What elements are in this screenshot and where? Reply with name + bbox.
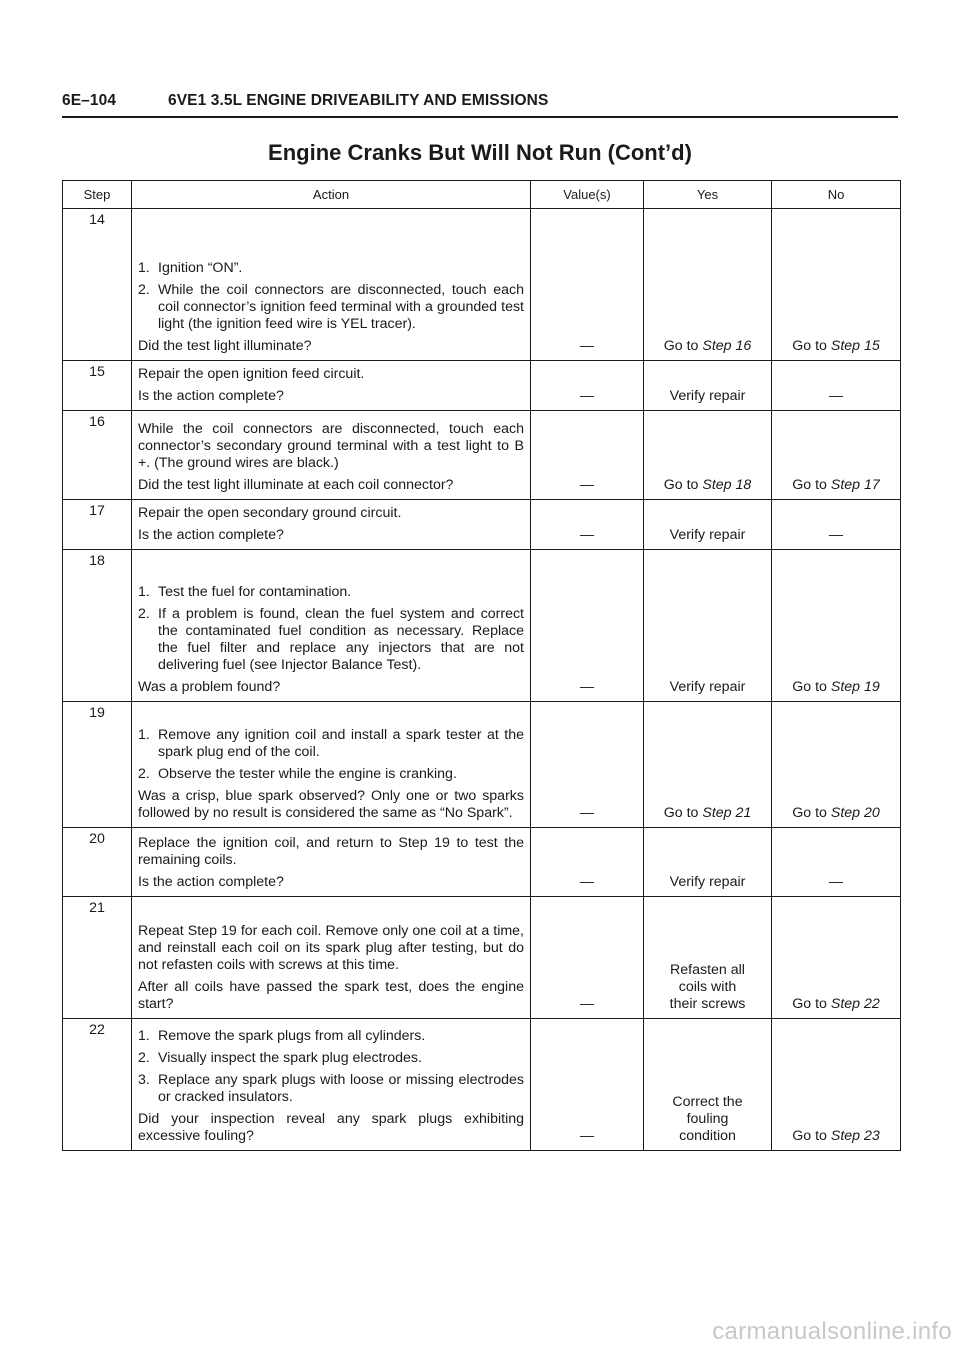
page-number: 6E–104: [62, 92, 117, 109]
table-row: [63, 897, 901, 1019]
action-cell: [132, 702, 531, 828]
diagnostic-table: [62, 180, 901, 1151]
value-cell: —: [531, 550, 644, 702]
action-numbered-item: 1. Test the fuel for contamination.: [138, 584, 352, 600]
column-header-values: Value(s): [531, 181, 644, 209]
yes-result-text: Verify repair: [669, 388, 746, 404]
yes-result: [644, 209, 772, 361]
yes-result-step-ref: Step 16: [702, 338, 752, 354]
column-header-action: Action: [132, 181, 531, 209]
yes-result: [644, 702, 772, 828]
action-numbered-item: 1. Remove the spark plugs from all cylinders.: [138, 1028, 426, 1044]
step-number: 21: [63, 897, 132, 1019]
step-number: 16: [63, 411, 132, 500]
no-result-text: —: [828, 874, 844, 890]
value-cell: —: [531, 361, 644, 411]
action-question: Is the action complete?: [138, 388, 284, 404]
action-cell: [132, 361, 531, 411]
step-number: 19: [63, 702, 132, 828]
yes-result-text: Correct the fouling condition: [672, 1094, 743, 1144]
action-paragraph: Repeat Step 19 for each coil. Remove only one coil at a time, and reinstall each coil on its spark plug after testing, but do not refasten coils with screws at this time.: [138, 923, 524, 973]
table-header-row: [63, 181, 901, 209]
column-header-yes: Yes: [644, 181, 772, 209]
no-result: [772, 702, 901, 828]
yes-result-text: Verify repair: [669, 679, 746, 695]
action-paragraph: Repair the open ignition feed circuit.: [138, 366, 365, 382]
no-result-text: Go to: [792, 338, 831, 354]
column-header-step: Step: [63, 181, 132, 209]
no-result-step-ref: Step 17: [830, 477, 880, 493]
no-result-step-ref: Step 15: [830, 338, 880, 354]
table-row: [63, 550, 901, 702]
no-result: [772, 828, 901, 897]
table-row: [63, 500, 901, 550]
action-cell: [132, 209, 531, 361]
yes-result-step-ref: Step 18: [702, 477, 752, 493]
action-numbered-item: 1. Ignition “ON”.: [138, 260, 243, 276]
action-question: Did the test light illuminate?: [138, 338, 312, 354]
action-question: Did your inspection reveal any spark plugs exhibiting excessive fouling?: [138, 1111, 524, 1144]
no-result-text: Go to: [792, 1128, 831, 1144]
action-question: Did the test light illuminate at each coil connector?: [138, 477, 454, 493]
yes-result-step-ref: Step 21: [702, 805, 752, 821]
step-number: 17: [63, 500, 132, 550]
no-result: [772, 1019, 901, 1151]
yes-result-text: Refasten all coils with their screws: [669, 962, 746, 1012]
no-result-text: —: [828, 388, 844, 404]
action-cell: [132, 550, 531, 702]
watermark: carmanualsonline.info: [712, 1318, 952, 1345]
value-cell: —: [531, 897, 644, 1019]
no-result: [772, 897, 901, 1019]
action-paragraph: Repair the open secondary ground circuit.: [138, 505, 402, 521]
action-numbered-item: 3. Replace any spark plugs with loose or missing electrodes or cracked insulators.: [138, 1072, 524, 1105]
value-cell: —: [531, 411, 644, 500]
action-cell: [132, 828, 531, 897]
no-result-step-ref: Step 20: [830, 805, 880, 821]
yes-result-text: Go to: [663, 805, 703, 821]
action-question: After all coils have passed the spark test, does the engine start?: [138, 979, 524, 1012]
table-row: [63, 209, 901, 361]
no-result-text: —: [828, 527, 844, 543]
value-cell: —: [531, 702, 644, 828]
action-question: Was a crisp, blue spark observed? Only one or two sparks followed by no result is considered the same as “No Spark”.: [138, 788, 524, 821]
header-divider: [62, 116, 898, 118]
yes-result: [644, 361, 772, 411]
step-number: 15: [63, 361, 132, 411]
no-result-step-ref: Step 19: [830, 679, 880, 695]
no-result: [772, 500, 901, 550]
yes-result-text: Verify repair: [669, 874, 746, 890]
no-result-text: Go to: [792, 679, 831, 695]
yes-result: [644, 550, 772, 702]
value-cell: —: [531, 828, 644, 897]
yes-result: [644, 897, 772, 1019]
action-question: Was a problem found?: [138, 679, 281, 695]
action-numbered-item: 2. While the coil connectors are disconnected, touch each coil connector’s ignition feed terminal with a grounded test light (the ignition feed wire is YEL tracer).: [138, 282, 524, 332]
no-result: [772, 209, 901, 361]
action-cell: [132, 1019, 531, 1151]
yes-result-text: Go to: [663, 477, 703, 493]
yes-result-text: Verify repair: [669, 527, 746, 543]
no-result-text: Go to: [792, 805, 831, 821]
value-cell: —: [531, 1019, 644, 1151]
table-row: [63, 702, 901, 828]
action-numbered-item: 2. Observe the tester while the engine is cranking.: [138, 766, 457, 782]
yes-result-text: Go to: [663, 338, 703, 354]
no-result: [772, 550, 901, 702]
column-header-no: No: [772, 181, 901, 209]
action-numbered-item: 2. Visually inspect the spark plug electrodes.: [138, 1050, 422, 1066]
yes-result: [644, 1019, 772, 1151]
table-body: [63, 209, 901, 1151]
action-paragraph: Replace the ignition coil, and return to Step 19 to test the remaining coils.: [138, 835, 524, 868]
table-row: [63, 828, 901, 897]
table-row: [63, 411, 901, 500]
action-cell: [132, 897, 531, 1019]
section-title: 6VE1 3.5L ENGINE DRIVEABILITY AND EMISSIONS: [168, 92, 549, 109]
step-number: 22: [63, 1019, 132, 1151]
step-number: 18: [63, 550, 132, 702]
no-result-text: Go to: [792, 996, 831, 1012]
action-paragraph: While the coil connectors are disconnected, touch each connector’s secondary ground terminal with a test light to B +. (The ground wires are black.): [138, 421, 524, 471]
action-cell: [132, 411, 531, 500]
step-number: 14: [63, 209, 132, 361]
yes-result: [644, 828, 772, 897]
no-result-step-ref: Step 23: [830, 1128, 880, 1144]
action-question: Is the action complete?: [138, 874, 284, 890]
no-result-step-ref: Step 22: [830, 996, 880, 1012]
value-cell: —: [531, 500, 644, 550]
action-numbered-item: 2. If a problem is found, clean the fuel system and correct the contaminated fuel condition as necessary. Replace the fuel filter and replace any injectors that are not delivering fuel (see Injector Balance Test).: [138, 606, 524, 673]
yes-result: [644, 500, 772, 550]
step-number: 20: [63, 828, 132, 897]
no-result-text: Go to: [792, 477, 831, 493]
table-row: [63, 361, 901, 411]
action-question: Is the action complete?: [138, 527, 284, 543]
yes-result: [644, 411, 772, 500]
page-title: Engine Cranks But Will Not Run (Cont’d): [268, 140, 692, 165]
table-row: [63, 1019, 901, 1151]
action-cell: [132, 500, 531, 550]
value-cell: —: [531, 209, 644, 361]
no-result: [772, 411, 901, 500]
action-numbered-item: 1. Remove any ignition coil and install a spark tester at the spark plug end of the coil.: [138, 727, 524, 760]
no-result: [772, 361, 901, 411]
